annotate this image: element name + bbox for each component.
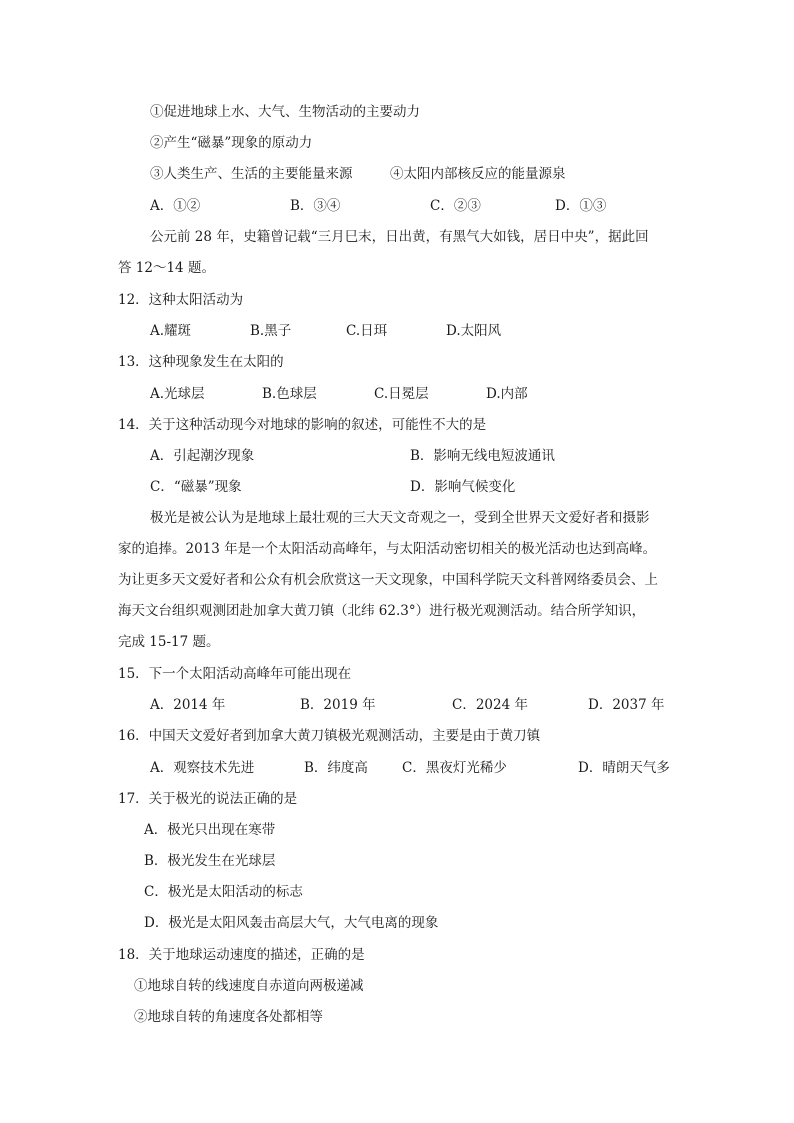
q17-option-d: D．极光是太阳风轰击高层大气，大气电离的现象 bbox=[144, 915, 439, 931]
passage1-line-2: 答 12～14 题。 bbox=[118, 260, 215, 276]
q16-option-b: B．纬度高 bbox=[304, 760, 368, 776]
q12-option-a: A.耀斑 bbox=[150, 323, 192, 339]
q11-item-3: ③人类生产、生活的主要能量来源 bbox=[150, 166, 353, 182]
q11-option-a: A．①② bbox=[150, 198, 201, 214]
q18-stem: 18．关于地球运动速度的描述，正确的是 bbox=[118, 947, 365, 963]
q13-option-d: D.内部 bbox=[486, 386, 528, 402]
passage2-line-3: 为让更多天文爱好者和公众有机会欣赏这一天文现象，中国科学院天文科普网络委员会、上 bbox=[118, 572, 658, 588]
q14-option-b: B．影响无线电短波通讯 bbox=[410, 448, 555, 464]
passage1-line-1: 公元前 28 年，史籍曾记载“三月巳末，日出黄，有黑气大如钱，居日中央”，据此回 bbox=[150, 229, 649, 245]
q11-item-4: ④太阳内部核反应的能量源泉 bbox=[390, 166, 566, 182]
q13-option-a: A.光球层 bbox=[150, 386, 205, 402]
q15-option-a: A．2014 年 bbox=[150, 697, 226, 713]
passage2-line-5: 完成 15-17 题。 bbox=[118, 634, 220, 650]
q17-option-a: A．极光只出现在寒带 bbox=[144, 822, 276, 838]
q12-option-b: B.黑子 bbox=[250, 323, 292, 339]
q11-item-1: ①促进地球上水、大气、生物活动的主要动力 bbox=[150, 104, 420, 120]
q16-option-d: D．晴朗天气多 bbox=[578, 760, 670, 776]
passage2-line-1: 极光是被公认为是地球上最壮观的三大天文奇观之一，受到全世界天文爱好者和摄影 bbox=[150, 510, 650, 526]
q17-stem: 17．关于极光的说法正确的是 bbox=[118, 791, 298, 807]
q18-item-1: ①地球自转的线速度自赤道向两极递减 bbox=[134, 978, 364, 994]
q11-option-c: C．②③ bbox=[430, 198, 481, 214]
q12-option-d: D.太阳风 bbox=[446, 323, 502, 339]
passage2-line-2: 家的追捧。2013 年是一个太阳活动高峰年，与太阳活动密切相关的极光活动也达到高峰。 bbox=[118, 541, 657, 557]
q11-option-d: D．①③ bbox=[555, 198, 607, 214]
q17-option-c: C．极光是太阳活动的标志 bbox=[144, 884, 303, 900]
q15-option-b: B．2019 年 bbox=[300, 697, 376, 713]
q11-option-b: B．③④ bbox=[290, 198, 341, 214]
q16-option-c: C．黑夜灯光稀少 bbox=[402, 760, 507, 776]
q13-option-c: C.日冕层 bbox=[374, 386, 429, 402]
q14-option-c: C．“磁暴”现象 bbox=[150, 479, 242, 495]
q13-stem: 13．这种现象发生在太阳的 bbox=[118, 354, 284, 370]
q14-option-a: A．引起潮汐现象 bbox=[150, 448, 255, 464]
q14-stem: 14．关于这种活动现今对地球的影响的叙述，可能性不大的是 bbox=[118, 417, 487, 433]
q15-stem: 15．下一个太阳活动高峰年可能出现在 bbox=[118, 666, 352, 682]
passage2-line-4: 海天文台组织观测团赴加拿大黄刀镇（北纬 62.3°）进行极光观测活动。结合所学知识， bbox=[118, 603, 646, 619]
q18-item-2: ②地球自转的角速度各处都相等 bbox=[134, 1009, 323, 1025]
q13-option-b: B.色球层 bbox=[262, 386, 317, 402]
q12-option-c: C.日珥 bbox=[346, 323, 388, 339]
q17-option-b: B．极光发生在光球层 bbox=[144, 853, 276, 869]
q12-stem: 12．这种太阳活动为 bbox=[118, 292, 244, 308]
q15-option-c: C．2024 年 bbox=[452, 697, 528, 713]
q14-option-d: D．影响气候变化 bbox=[410, 479, 516, 495]
q16-option-a: A．观察技术先进 bbox=[150, 760, 255, 776]
q11-item-2: ②产生“磁暴”现象的原动力 bbox=[150, 135, 313, 151]
q16-stem: 16．中国天文爱好者到加拿大黄刀镇极光观测活动，主要是由于黄刀镇 bbox=[118, 728, 541, 744]
q15-option-d: D．2037 年 bbox=[588, 697, 665, 713]
